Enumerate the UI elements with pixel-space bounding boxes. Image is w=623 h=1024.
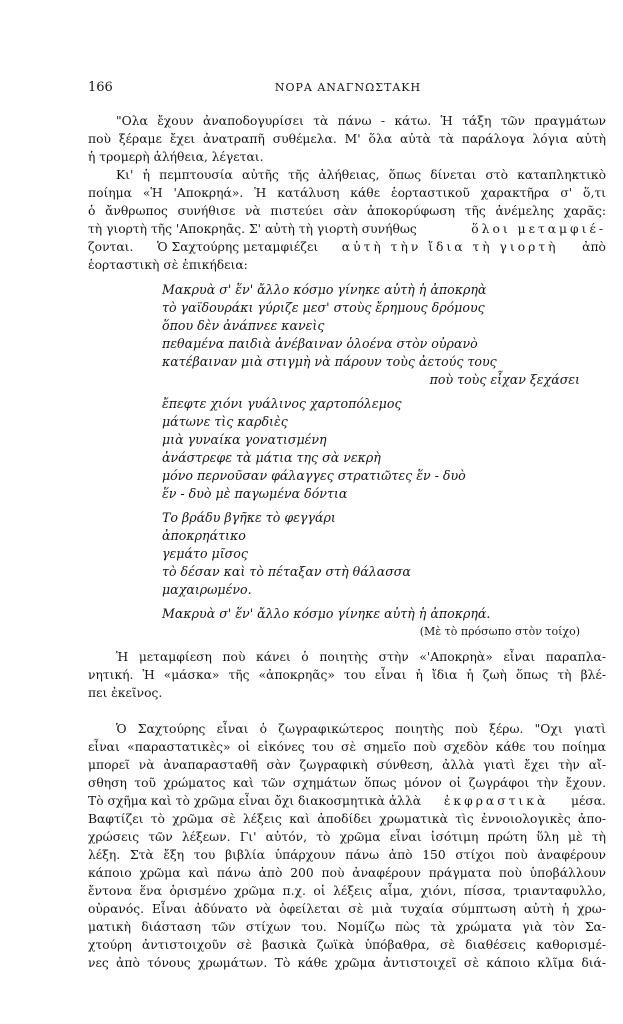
poem-line: κατέβαιναν μιὰ στιγμὴ νὰ πάρουν τοὺς ἀετούς τους (162, 354, 497, 369)
text-line: νητική. Ἡ «μάσκα» τῆς «ἀποκρηᾶς» του εἶναι ἡ ἴδια ἡ ζωὴ ὅπως τὴ βλέ- (88, 668, 606, 682)
running-title: ΝΟΡΑ ΑΝΑΓΝΩΣΤΑΚΗ (274, 81, 422, 94)
spaced-emphasis: αὐτὴ τὴν ἴδια τὴ γιορτὴ (341, 240, 559, 254)
text-line: χτούρη ἀντιστοιχοῦν σὲ βασικὰ ζωϊκὰ ὑπόβαθρα, σὲ διαθέσεις καθορισμέ- (88, 938, 606, 952)
text-line: ὁ ἄνθρωπος συνήθισε νὰ πιστεύει σὰν ἀποκορύφωση τῆς ἀνέμελης χαρᾶς: (88, 204, 606, 218)
poem-line: πεθαμένα παιδιὰ ἀνέβαιναν ὁλοένα στὸν οὐρανὸ (162, 336, 478, 351)
spaced-emphasis: ὅλοι μεταμφιέ- (471, 222, 606, 236)
text-line: ματικὴ διάσταση τῶν στίχων του. Νομίζω πὼς τὰ χρώματα γιὰ τὸν Σα- (88, 920, 606, 934)
text-segment: Τὸ σχῆμα καὶ τὸ χρῶμα εἶναι ὄχι διακοσμητικὰ ἀλλὰ (88, 794, 422, 808)
text-line: οὐρανός. Εἶναι ἀδύνατο νὰ ὀφείλεται σὲ μιὰ τυχαία σύμπτωση αὐτὴ ἡ χρω- (88, 902, 606, 916)
poem-line: τὸ γαϊδουράκι γύριζε μεσ' στοὺς ἔρημους δρόμους (162, 300, 485, 315)
text-line: εἶναι «παραστατικὲς» οἱ εἰκόνες του σὲ σημεῖο ποὺ σχεδὸν κάθε του ποίημα (88, 740, 606, 754)
page-header (88, 80, 608, 98)
text-line: ἡ τρομερὴ ἀλήθεια, λέγεται. (88, 150, 264, 164)
poem-attribution: (Μὲ τὸ πρόσωπο στὸν τοίχο) (419, 625, 580, 638)
text-line: "Ολα ἔχουν ἀναποδογυρίσει τὰ πάνω - κάτω. Ἡ τάξη τῶν πραγμάτων (116, 114, 606, 128)
text-segment: τὴ γιορτὴ τῆς 'Αποκρηᾶς. Σ' αὐτὴ τὴ γιορτὴ συνήθως (88, 222, 417, 236)
poem-line: μόνο περνοῦσαν φάλαγγες στρατιῶτες ἕν - δυὸ (162, 468, 466, 483)
text-line: ἔντονα ἕνα ὁρισμένο χρῶμα π.χ. οἱ λέξεις αἷμα, χιόνι, πίσσα, τριανταφυλλο, (88, 884, 606, 898)
text-line (88, 222, 606, 236)
poem-line: Μακρυὰ σ' ἕν' ἄλλο κόσμο γίνηκε αὐτὴ ἡ ἀποκρηὰ (162, 282, 487, 297)
text-segment: μέσα. (571, 794, 606, 808)
text-line: ποὺ ξέραμε ἔχει ἀνατραπῆ συθέμελα. Μ' ὅλα αὐτὰ τὰ παράλογα λόγια αὐτὴ (88, 132, 606, 146)
text-segment: Ὁ Σαχτούρης μεταμφιέζει (157, 240, 319, 254)
page-number: 166 (88, 80, 113, 95)
text-line: μπορεῖ νὰ ἀναπαρασταθῆ σὰν ζωγραφικὴ σύνθεση, ἀλλὰ γιατὶ ἔχει τὴν αἴ- (88, 758, 606, 772)
text-line: πει ἐκεῖνος. (88, 686, 163, 700)
poem-line: μιὰ γυναίκα γονατισμένη (162, 432, 327, 447)
poem-line: ὅπου δὲν ἀνάπνεε κανεὶς (162, 318, 325, 333)
poem-line: μάτωνε τὶς καρδιὲς (162, 414, 288, 429)
text-line: λέξη. Στὰ ἔξη του βιβλία ὑπάρχουν πάνω ἀπὸ 150 στίχοι ποὺ ἀναφέρουν (88, 848, 606, 862)
text-line: Κι' ἡ πεμπτουσία αὐτῆς τῆς ἀλήθειας, ὅπως δίνεται στὸ καταπληκτικὸ (116, 168, 606, 182)
text-segment: ἀπὸ (582, 240, 606, 254)
text-line: χρώσεις τῶν λέξεων. Γι' αὐτόν, τὸ χρῶμα εἶναι ἰσότιμη πρώτη ὕλη μὲ τὴ (88, 830, 606, 844)
text-line: κάποιο χρῶμα καὶ πάνω ἀπὸ 200 ποὺ ἀναφέρουν πράγματα ποὺ ὑποβάλλουν (88, 866, 606, 880)
text-line: Ἡ μεταμφίεση ποὺ κάνει ὁ ποιητὴς στὴν «'Αποκρηὰ» εἶναι παραπλα- (116, 650, 606, 664)
text-line: Ὁ Σαχτούρης εἶναι ὁ ζωγραφικώτερος ποιητὴς ποὺ ξέρω. "Οχι γιατὶ (116, 722, 606, 736)
text-line: ποίημα «Ἡ 'Αποκρηά». Ἡ κατάλυση κάθε ἑορταστικοῦ χαρακτῆρα σ' ὅ,τι (88, 186, 606, 200)
poem-line: ἀνάστρεφε τὰ μάτια της σὰ νεκρὴ (162, 450, 381, 465)
text-line (88, 794, 606, 808)
text-line (88, 240, 606, 254)
text-line: νες ἀπὸ τόνους χρωμάτων. Τὸ κάθε χρῶμα ἀντιστοιχεῖ σὲ κάποιο κλῖμα διά- (88, 956, 606, 970)
poem-line: Μακρυὰ σ' ἕν' ἄλλο κόσμο γίνηκε αὐτὴ ἡ ἀποκρηά. (162, 606, 491, 621)
poem-line: γεμάτο μῖσος (162, 546, 248, 561)
poem-line: Το βράδυ βγῆκε τὸ φεγγάρι (162, 510, 336, 525)
text-line: Βαφτίζει τὸ χρῶμα σὲ λέξεις καὶ ἀποδίδει χρωματικὰ τὶς ἐννοιολογικὲς ἀπο- (88, 812, 606, 826)
poem-line: ἕν - δυὸ μὲ παγωμένα δόντια (162, 486, 348, 501)
poem-line: ἀποκρηάτικο (162, 528, 246, 543)
poem-line: τὸ δέσαν καὶ τὸ πέταξαν στὴ θάλασσα (162, 564, 411, 579)
text-segment: ζονται. (88, 240, 134, 254)
text-line: ἑορταστικὴ σὲ ἐπικήδεια: (88, 258, 248, 272)
poem-line: μαχαιρωμένο. (162, 582, 252, 597)
spaced-emphasis: ἐκφραστικὰ (443, 794, 549, 808)
text-line: σθηση τοῦ χρώματος καὶ τῶν σχημάτων ὅπως μόνον οἱ ζωγράφοι τὴν ἔχουν. (88, 776, 606, 790)
poem-line: ποὺ τοὺς εἶχαν ξεχάσει (429, 372, 580, 387)
poem-line: ἔπεφτε χιόνι γυάλινος χαρτοπόλεμος (162, 396, 402, 411)
